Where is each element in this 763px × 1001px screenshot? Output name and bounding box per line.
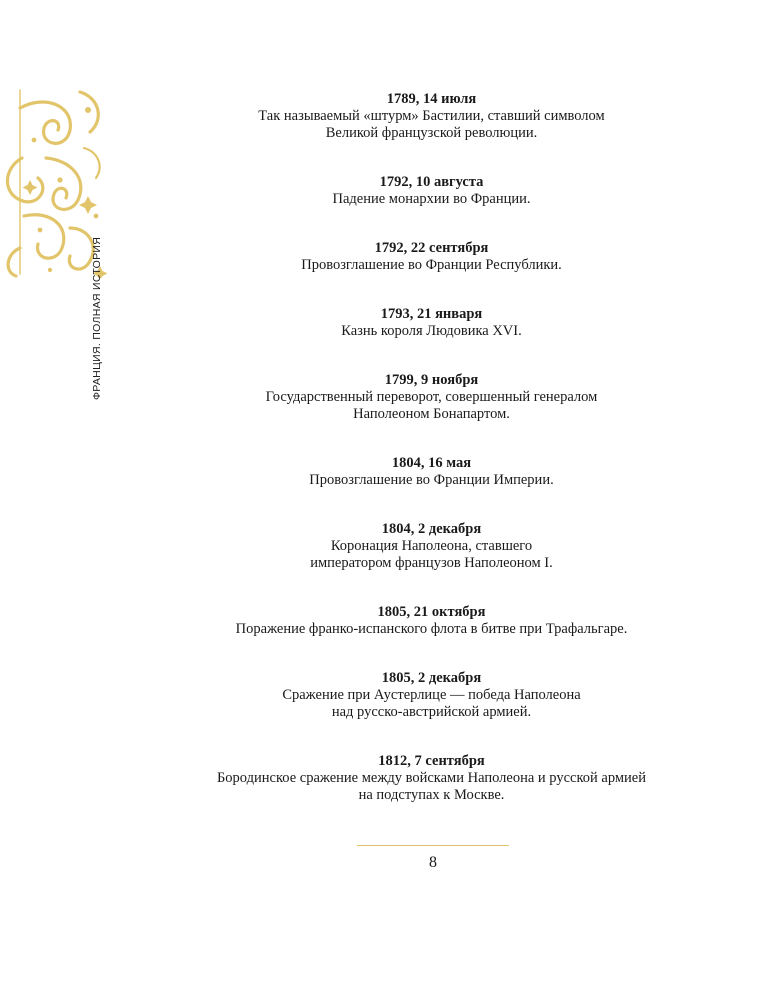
timeline-date: 1805, 21 октября bbox=[377, 604, 486, 620]
timeline-text: Коронация Наполеона, ставшего bbox=[330, 538, 533, 554]
timeline-date: 1792, 22 сентября bbox=[374, 240, 489, 256]
timeline-date: 1792, 10 августа bbox=[379, 174, 484, 190]
timeline-text: Сражение при Аустерлице — победа Наполеона bbox=[282, 687, 581, 703]
timeline-date: 1812, 7 сентября bbox=[378, 753, 485, 769]
timeline-text: Провозглашение во Франции Республики. bbox=[301, 257, 562, 273]
timeline-date: 1805, 2 декабря bbox=[381, 670, 482, 686]
timeline-date: 1789, 14 июля bbox=[386, 91, 477, 107]
timeline-date: 1804, 16 мая bbox=[391, 455, 472, 471]
running-head: ФРАНЦИЯ. ПОЛНАЯ ИСТОРИЯ bbox=[91, 236, 103, 400]
timeline-entry bbox=[180, 90, 683, 142]
timeline-date: 1804, 2 декабря bbox=[381, 521, 482, 537]
timeline-entry bbox=[180, 239, 683, 274]
timeline-text: над русско-австрийской армией. bbox=[331, 704, 532, 720]
timeline-text: Казнь короля Людовика XVI. bbox=[341, 323, 522, 339]
timeline-date: 1793, 21 января bbox=[380, 306, 483, 322]
timeline-entry bbox=[180, 752, 683, 804]
timeline-text: Бородинское сражение между войсками Наполеона и русской армией bbox=[216, 770, 647, 786]
timeline-text: Наполеоном Бонапартом. bbox=[353, 406, 510, 422]
timeline-entry bbox=[180, 305, 683, 340]
timeline-entry bbox=[180, 603, 683, 638]
timeline-text: Так называемый «штурм» Бастилии, ставший символом bbox=[258, 108, 605, 124]
timeline-entry bbox=[180, 520, 683, 572]
timeline-entry bbox=[180, 454, 683, 489]
timeline-text: на подступах к Москве. bbox=[358, 787, 505, 803]
timeline-date: 1799, 9 ноября bbox=[384, 372, 479, 388]
folio-divider bbox=[357, 845, 509, 846]
timeline-text: Провозглашение во Франции Империи. bbox=[309, 472, 554, 488]
timeline-entry bbox=[180, 173, 683, 208]
timeline-entry bbox=[180, 371, 683, 423]
timeline-text: Поражение франко-испанского флота в битве при Трафальгаре. bbox=[235, 621, 628, 637]
timeline-entry bbox=[180, 669, 683, 721]
timeline-text: императором французов Наполеоном I. bbox=[310, 555, 553, 571]
timeline-text: Государственный переворот, совершенный генералом bbox=[265, 389, 598, 405]
timeline-text: Падение монархии во Франции. bbox=[332, 191, 531, 207]
page-number: 8 bbox=[429, 854, 437, 871]
timeline-text: Великой французской революции. bbox=[325, 125, 538, 141]
timeline-list bbox=[180, 90, 683, 804]
